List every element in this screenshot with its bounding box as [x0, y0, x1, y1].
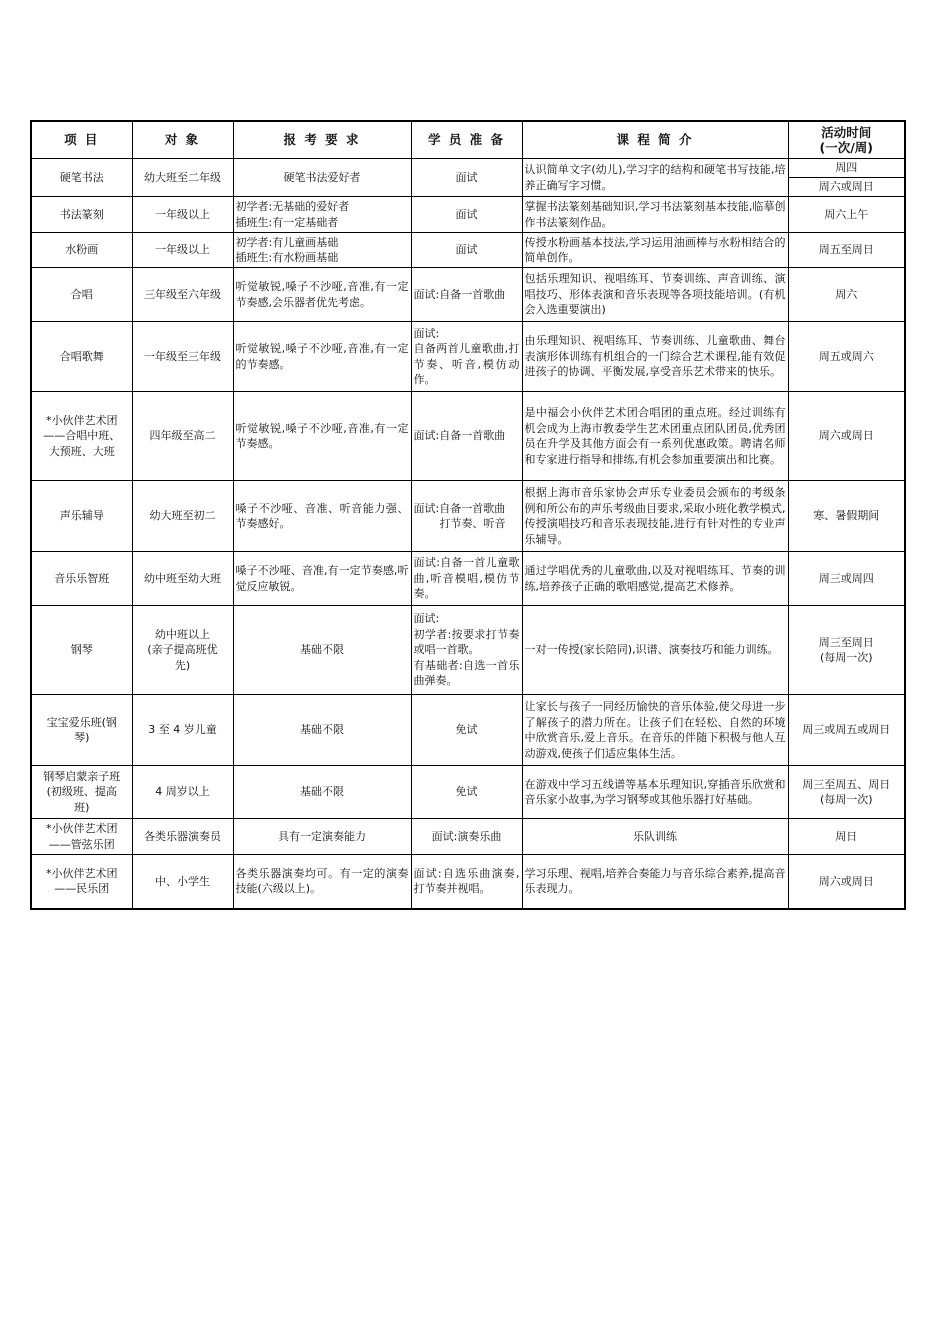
time-cell-line: (每周一次): [819, 651, 873, 664]
project-cell-line: 钢琴启蒙亲子班: [43, 769, 121, 783]
target-cell-line: 先): [174, 658, 191, 672]
target-cell: [132, 855, 233, 909]
intro-cell: [522, 855, 788, 909]
intro-cell-line: 掌握书法篆刻基础知识,学习书法篆刻基本技能,临摹创作书法篆刻作品。: [524, 200, 786, 229]
intro-cell: [522, 695, 788, 766]
time-cell: [788, 392, 905, 481]
requirement-cell-line: 听觉敏锐,嗓子不沙哑,音准,有一定节奏感,会乐器者优先考虑。: [235, 280, 409, 309]
intro-cell-line: 传授水粉画基本技法,学习运用油画棒与水粉相结合的简单创作。: [524, 235, 786, 264]
time-cell: [788, 322, 905, 392]
prep-cell: [411, 695, 522, 766]
project-cell: [31, 197, 132, 233]
time-cell-line: 周三或周四: [818, 571, 874, 585]
target-cell: [132, 322, 233, 392]
intro-cell-line: 一对一传授(家长陪同),识谱、演奏技巧和能力训练。: [524, 643, 779, 657]
requirement-cell: [233, 552, 411, 606]
intro-cell: [522, 233, 788, 268]
target-cell: [132, 766, 233, 819]
project-cell: [31, 159, 132, 197]
requirement-cell-line: 基础不限: [300, 723, 344, 737]
requirement-cell-line: 基础不限: [300, 643, 344, 657]
target-cell-line: 一年级以上: [155, 243, 210, 257]
table-row: [31, 159, 905, 197]
prep-cell-line: 面试:自备一首歌曲: [413, 501, 506, 515]
table-row: [31, 322, 905, 392]
intro-cell: [522, 159, 788, 197]
requirement-cell: [233, 855, 411, 909]
target-cell: [132, 197, 233, 233]
requirement-cell-line: 听觉敏锐,嗓子不沙哑,音准,有一定的节奏感。: [235, 342, 409, 371]
requirement-cell-line: 嗓子不沙哑、音准,有一定节奏感,听觉反应敏锐。: [235, 564, 409, 593]
target-cell-line: 四年级至高二: [149, 429, 216, 443]
project-cell: [31, 233, 132, 268]
requirement-cell-line: 具有一定演奏能力: [278, 829, 366, 843]
project-cell: [31, 268, 132, 322]
project-cell-line: 音乐乐智班: [54, 571, 110, 585]
project-cell-line: *小伙伴艺术团: [46, 413, 118, 427]
time-subcell: 周六或周日: [789, 177, 905, 196]
intro-cell: [522, 322, 788, 392]
requirement-cell-line: 嗓子不沙哑、音准、听音能力强、节奏感好。: [235, 501, 409, 530]
project-cell: [31, 392, 132, 481]
target-cell-line: 幼大班至初二: [149, 509, 216, 523]
header-project: 项 目: [31, 121, 132, 159]
header-time-line2: (一次/周): [819, 140, 873, 155]
time-cell: [788, 695, 905, 766]
requirement-cell-line: 插班生:有一定基础者: [235, 215, 339, 229]
prep-cell-line: 自备两首儿童歌曲,打节奏、听音,模仿动作。: [413, 342, 520, 386]
prep-cell-line: 免试: [455, 723, 478, 737]
requirement-cell: [233, 322, 411, 392]
intro-cell-line: 包括乐理知识、视唱练耳、节奏训练、声音训练、演唱技巧、形体表演和音乐表现等各项技能培训。(有机会入选重要演出): [524, 272, 786, 317]
prep-cell-line: 面试:自备一首歌曲: [413, 287, 506, 301]
header-time: [788, 121, 905, 159]
table-header-row: [31, 121, 905, 159]
time-cell: [788, 819, 905, 855]
project-cell-line: ——民乐团: [54, 882, 110, 896]
project-cell: [31, 606, 132, 695]
project-cell-line: (初级班、提高: [46, 785, 117, 799]
project-cell: [31, 695, 132, 766]
table-row: [31, 233, 905, 268]
prep-cell-line: 面试: [455, 207, 478, 221]
intro-cell: [522, 392, 788, 481]
requirement-cell: [233, 159, 411, 197]
time-cell-line: 周五或周六: [818, 349, 874, 363]
table-row: [31, 481, 905, 552]
project-cell: [31, 322, 132, 392]
target-cell: [132, 159, 233, 197]
requirement-cell: [233, 233, 411, 268]
prep-cell-line: 面试:: [413, 326, 440, 340]
requirement-cell-line: 初学者:无基础的爱好者: [235, 200, 350, 213]
course-table: [30, 120, 906, 910]
target-cell: [132, 695, 233, 766]
project-cell-line: 宝宝爱乐班(钢: [46, 715, 117, 729]
project-cell-line: 大预班、大班: [48, 444, 115, 458]
project-cell-line: 声乐辅导: [59, 509, 104, 523]
time-cell-line: (每周一次): [819, 793, 873, 806]
project-cell-line: 水粉画: [65, 243, 99, 257]
target-cell: [132, 481, 233, 552]
requirement-cell-line: 硬笔书法爱好者: [283, 170, 361, 184]
intro-cell-line: 学习乐理、视唱,培养合奏能力与音乐综合素养,提高音乐表现力。: [524, 866, 786, 896]
requirement-cell: [233, 197, 411, 233]
intro-cell-line: 由乐理知识、视唱练耳、节奏训练、儿童歌曲、舞台表演形体训练有机组合的一门综合艺术课程,能有效促进孩子的协调、平衡发展,享受音乐艺术带来的快乐。: [524, 334, 786, 379]
target-cell-line: 一年级至三年级: [144, 349, 221, 363]
course-table-sheet: [30, 120, 904, 910]
time-cell-line: 周六: [835, 287, 858, 301]
prep-cell-line: 打节奏、听音: [439, 517, 506, 530]
prep-cell: [411, 322, 522, 392]
prep-cell-line: 面试: [455, 243, 478, 257]
project-cell-line: 合唱歌舞: [59, 349, 104, 363]
prep-cell-line: 面试:: [413, 612, 440, 626]
time-cell-line: 寒、暑假期间: [813, 509, 880, 523]
table-row: [31, 855, 905, 909]
time-cell-line: 周三或周五或周日: [802, 723, 891, 737]
project-cell-line: 琴): [74, 731, 90, 744]
prep-cell-line: 面试:自备一首儿童歌曲,听音模唱,模仿节奏。: [413, 556, 520, 601]
project-cell: [31, 855, 132, 909]
requirement-cell: [233, 606, 411, 695]
time-cell-line: 周六或周日: [818, 429, 874, 443]
prep-cell: [411, 197, 522, 233]
table-row: [31, 552, 905, 606]
requirement-cell-line: 初学者:有儿童画基础: [235, 235, 339, 249]
requirement-cell: [233, 268, 411, 322]
target-cell-line: 4 周岁以上: [155, 785, 210, 799]
header-requirement: 报 考 要 求: [233, 121, 411, 159]
time-cell: [788, 481, 905, 552]
time-cell-line: 周五至周日: [818, 243, 874, 257]
time-cell-line: 周三至周五、周日: [802, 777, 891, 791]
project-cell-line: 硬笔书法: [59, 170, 104, 184]
time-cell: [788, 159, 905, 197]
prep-cell: [411, 819, 522, 855]
header-time-line1: 活动时间: [821, 125, 872, 140]
project-cell-line: ——合唱中班、: [43, 429, 121, 443]
header-target: 对 象: [132, 121, 233, 159]
time-cell-line: 周日: [835, 829, 858, 843]
prep-cell-line: 面试:自备一首歌曲: [413, 429, 506, 443]
target-cell-line: 幼中班以上: [155, 627, 210, 641]
intro-cell-line: 认识简单文字(幼儿),学习字的结构和硬笔书写技能,培养正确写字习惯。: [524, 163, 786, 192]
project-cell-line: 班): [74, 800, 90, 814]
time-cell: [788, 766, 905, 819]
intro-cell: [522, 481, 788, 552]
target-cell: [132, 552, 233, 606]
target-cell-line: 各类乐器演奏员: [144, 829, 221, 843]
table-body: [31, 159, 905, 909]
target-cell-line: (亲子提高班优: [147, 643, 218, 657]
table-row: [31, 819, 905, 855]
prep-cell: [411, 392, 522, 481]
prep-cell: [411, 481, 522, 552]
intro-cell-line: 乐队训练: [633, 829, 677, 843]
time-cell: [788, 268, 905, 322]
prep-cell-line: 面试:演奏乐曲: [431, 829, 502, 843]
prep-cell: [411, 159, 522, 197]
target-cell-line: 3 至 4 岁儿童: [148, 723, 217, 737]
time-subcell: 周四: [835, 161, 858, 174]
time-cell-line: 周六上午: [824, 207, 869, 221]
target-cell: [132, 233, 233, 268]
project-cell: [31, 481, 132, 552]
target-cell-line: 幼大班至二年级: [144, 170, 221, 184]
prep-cell: [411, 766, 522, 819]
intro-cell: [522, 819, 788, 855]
requirement-cell-line: 各类乐器演奏均可。有一定的演奏技能(六级以上)。: [235, 866, 409, 896]
requirement-cell-line: 听觉敏锐,嗓子不沙哑,音准,有一定节奏感。: [235, 421, 409, 450]
intro-cell-line: 根据上海市音乐家协会声乐专业委员会颁布的考级条例和所公布的声乐考级曲目要求,采取小班化教学模式,传授演唱技巧和音乐表现技能,进行有针对性的专业声乐辅导。: [524, 486, 786, 546]
requirement-cell-line: 基础不限: [300, 785, 344, 799]
header-prep: 学 员 准 备: [411, 121, 522, 159]
prep-cell-line: 面试: [455, 170, 478, 184]
intro-cell-line: 通过学唱优秀的儿童歌曲,以及对视唱练耳、节奏的训练,培养孩子正确的歌唱感觉,提高艺术修养。: [524, 564, 786, 593]
requirement-cell: [233, 819, 411, 855]
intro-cell-line: 让家长与孩子一同经历愉快的音乐体验,使父母进一步了解孩子的潜力所在。让孩子们在轻松、自然的环境中欣赏音乐,爱上音乐。在音乐的伴随下积极与他人互动游戏,使孩子们适应集体生活。: [524, 700, 786, 760]
requirement-cell: [233, 392, 411, 481]
project-cell-line: ——管弦乐团: [48, 837, 115, 851]
prep-cell-line: 初学者:按要求打节奏或唱一首歌。: [413, 627, 520, 657]
time-cell: [788, 233, 905, 268]
requirement-cell: [233, 766, 411, 819]
header-intro: 课 程 简 介: [522, 121, 788, 159]
intro-cell: [522, 268, 788, 322]
table-row: [31, 197, 905, 233]
intro-cell: [522, 552, 788, 606]
time-cell: [788, 606, 905, 695]
table-row: [31, 392, 905, 481]
intro-cell: [522, 606, 788, 695]
requirement-cell: [233, 695, 411, 766]
prep-cell-line: 免试: [455, 785, 478, 799]
project-cell-line: 书法篆刻: [59, 207, 104, 221]
requirement-cell: [233, 481, 411, 552]
project-cell-line: *小伙伴艺术团: [46, 866, 118, 880]
prep-cell: [411, 233, 522, 268]
time-cell-line: 周六或周日: [818, 874, 874, 888]
target-cell: [132, 606, 233, 695]
time-cell: [788, 855, 905, 909]
target-cell-line: 幼中班至幼大班: [144, 571, 221, 585]
target-cell: [132, 819, 233, 855]
prep-cell: [411, 552, 522, 606]
prep-cell: [411, 606, 522, 695]
prep-cell: [411, 268, 522, 322]
intro-cell: [522, 197, 788, 233]
prep-cell-line: 面试:自选乐曲演奏,打节奏并视唱。: [413, 866, 520, 896]
project-cell-line: 合唱: [70, 287, 93, 301]
project-cell: [31, 552, 132, 606]
project-cell: [31, 766, 132, 819]
table-row: [31, 695, 905, 766]
prep-cell-line: 有基础者:自选一首乐曲弹奏。: [413, 658, 520, 688]
target-cell: [132, 268, 233, 322]
project-cell: [31, 819, 132, 855]
time-cell-line: 周三至周日: [818, 635, 874, 649]
intro-cell: [522, 766, 788, 819]
target-cell-line: 中、小学生: [155, 874, 210, 888]
prep-cell: [411, 855, 522, 909]
time-cell: [788, 197, 905, 233]
table-row: [31, 766, 905, 819]
table-row: [31, 606, 905, 695]
target-cell-line: 三年级至六年级: [144, 287, 221, 301]
table-row: [31, 268, 905, 322]
intro-cell-line: 是中福会小伙伴艺术团合唱团的重点班。经过训练有机会成为上海市教委学生艺术团重点团队团员,优秀团员在升学及其他方面会有一系列优惠政策。聘请名师和专家进行指导和排练,有机会参加重要演出和比赛。: [524, 406, 786, 466]
requirement-cell-line: 插班生:有水粉画基础: [235, 251, 339, 264]
project-cell-line: *小伙伴艺术团: [46, 822, 118, 835]
target-cell-line: 一年级以上: [155, 207, 210, 221]
intro-cell-line: 在游戏中学习五线谱等基本乐理知识,穿插音乐欣赏和音乐家小故事,为学习钢琴或其他乐器打好基础。: [524, 777, 786, 806]
target-cell: [132, 392, 233, 481]
time-cell: [788, 552, 905, 606]
project-cell-line: 钢琴: [70, 643, 93, 657]
